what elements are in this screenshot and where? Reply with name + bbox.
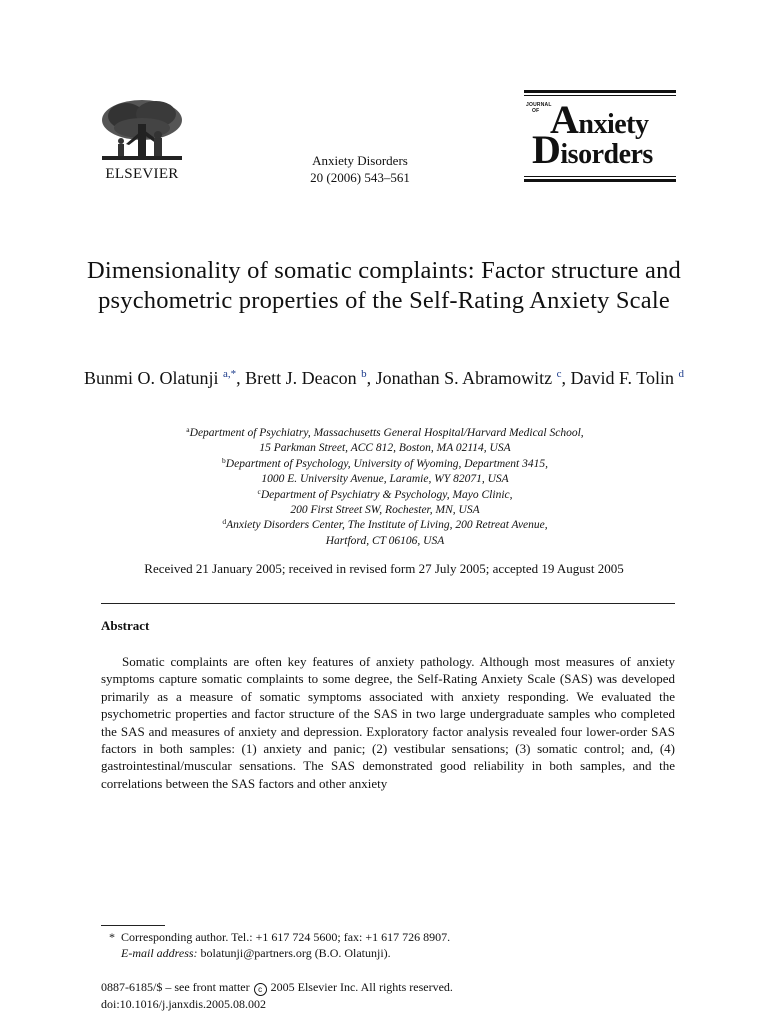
copyright-line: 0887-6185/$ – see front matter c 2005 Elsevier Inc. All rights reserved. xyxy=(101,980,453,994)
journal-logo-top-thin-rule xyxy=(524,95,676,96)
journal-logo xyxy=(524,90,676,184)
abstract-heading: Abstract xyxy=(101,618,150,633)
corresponding-author-footnote xyxy=(101,929,675,961)
journal-logo-journal-word: JOURNAL xyxy=(526,102,552,108)
doi-link[interactable]: doi:10.1016/j.janxdis.2005.08.002 xyxy=(101,997,266,1011)
journal-logo-small-text xyxy=(526,102,552,114)
front-matter-info xyxy=(101,979,675,1012)
journal-reference xyxy=(230,152,490,186)
author-name: David F. Tolin xyxy=(570,368,674,388)
footnote-marker: * xyxy=(109,930,115,944)
author-name: Jonathan S. Abramowitz xyxy=(375,368,553,388)
author-list: Bunmi O. Olatunji $^{a,*}$, Brett J. Deacon $^b$, Jonathan S. Abramowitz $^c$, David F. Tolin $^d$ xyxy=(84,368,684,388)
affiliation-item: $^a$Department of Psychiatry, Massachusetts General Hospital/Harvard Medical School, 15 Parkman Street, ACC 812, Boston, MA 02114, USA xyxy=(186,425,584,455)
copyright-icon: c xyxy=(254,983,267,996)
affiliation-list xyxy=(90,426,680,549)
article-title: Dimensionality of somatic complaints: Factor structure and psychometric properties of the Self-Rating Anxiety Scale xyxy=(86,257,682,314)
affiliation-item: $^d$Anxiety Disorders Center, The Institute of Living, 200 Retreat Avenue, Hartford, CT 06106, USA xyxy=(222,517,548,547)
email-label: E-mail address: xyxy=(121,946,198,960)
author-affiliation-marker[interactable]: b xyxy=(361,368,367,380)
journal-logo-bottom-rule xyxy=(524,179,676,182)
author-name: Brett J. Deacon xyxy=(245,368,357,388)
journal-logo-word-anxiety: Anxiety xyxy=(550,97,649,142)
author-affiliation-marker[interactable]: c xyxy=(556,368,562,380)
section-divider xyxy=(101,603,675,604)
author-affiliation-marker[interactable]: d xyxy=(678,368,684,380)
abstract-body: Somatic complaints are often key features of anxiety pathology. Although most measures of anxiety symptoms capture somatic complaints to some degree, the Self-Rating Anxiety Scale (SAS) was developed primarily as a measure of somatic symptoms associated with anxiety responding. We evaluated the psychometric properties and factor structure of the SAS in two large undergraduate samples who completed the SAS and measures of anxiety and depression. Exploratory factor analysis revealed four lower-order SAS factors in both samples: (1) anxiety and panic; (2) vestibular sensations; (3) somatic control; and, (4) gastrointestinal/muscular sensations. The SAS demonstrated good reliability in both samples, and the correlations between the SAS factors and other anxiety xyxy=(101,654,675,791)
journal-logo-top-rule xyxy=(524,90,676,93)
author-name: Bunmi O. Olatunji xyxy=(84,368,219,388)
email-address-link[interactable]: bolatunji@partners.org (B.O. Olatunji). xyxy=(200,946,391,960)
affiliation-item: $^b$Department of Psychology, University of Wyoming, Department 3415, 1000 E. University Avenue, Laramie, WY 82071, USA xyxy=(222,455,548,486)
journal-logo-word-disorders: Disorders xyxy=(532,127,653,172)
journal-logo-of-word: OF xyxy=(532,108,540,114)
elsevier-tree-icon xyxy=(96,98,188,164)
elsevier-logo xyxy=(96,98,188,186)
journal-volume: 20 (2006) 543–561 xyxy=(310,170,410,185)
affiliation-item: $^c$Department of Psychiatry & Psychology, Mayo Clinic, 200 First Street SW, Rochester, MN, USA xyxy=(257,486,513,517)
journal-name: Anxiety Disorders xyxy=(312,153,408,168)
article-history-dates: Received 21 January 2005; received in revised form 27 July 2005; accepted 19 August 2005 xyxy=(144,561,624,576)
publisher-name: ELSEVIER xyxy=(105,166,179,182)
journal-logo-bottom-thin-rule xyxy=(524,176,676,177)
author-affiliation-marker[interactable]: a,* xyxy=(223,368,237,380)
footnote-divider xyxy=(101,925,165,926)
corresponding-author-contact: Corresponding author. Tel.: +1 617 724 5600; fax: +1 617 726 8907. xyxy=(121,930,451,944)
